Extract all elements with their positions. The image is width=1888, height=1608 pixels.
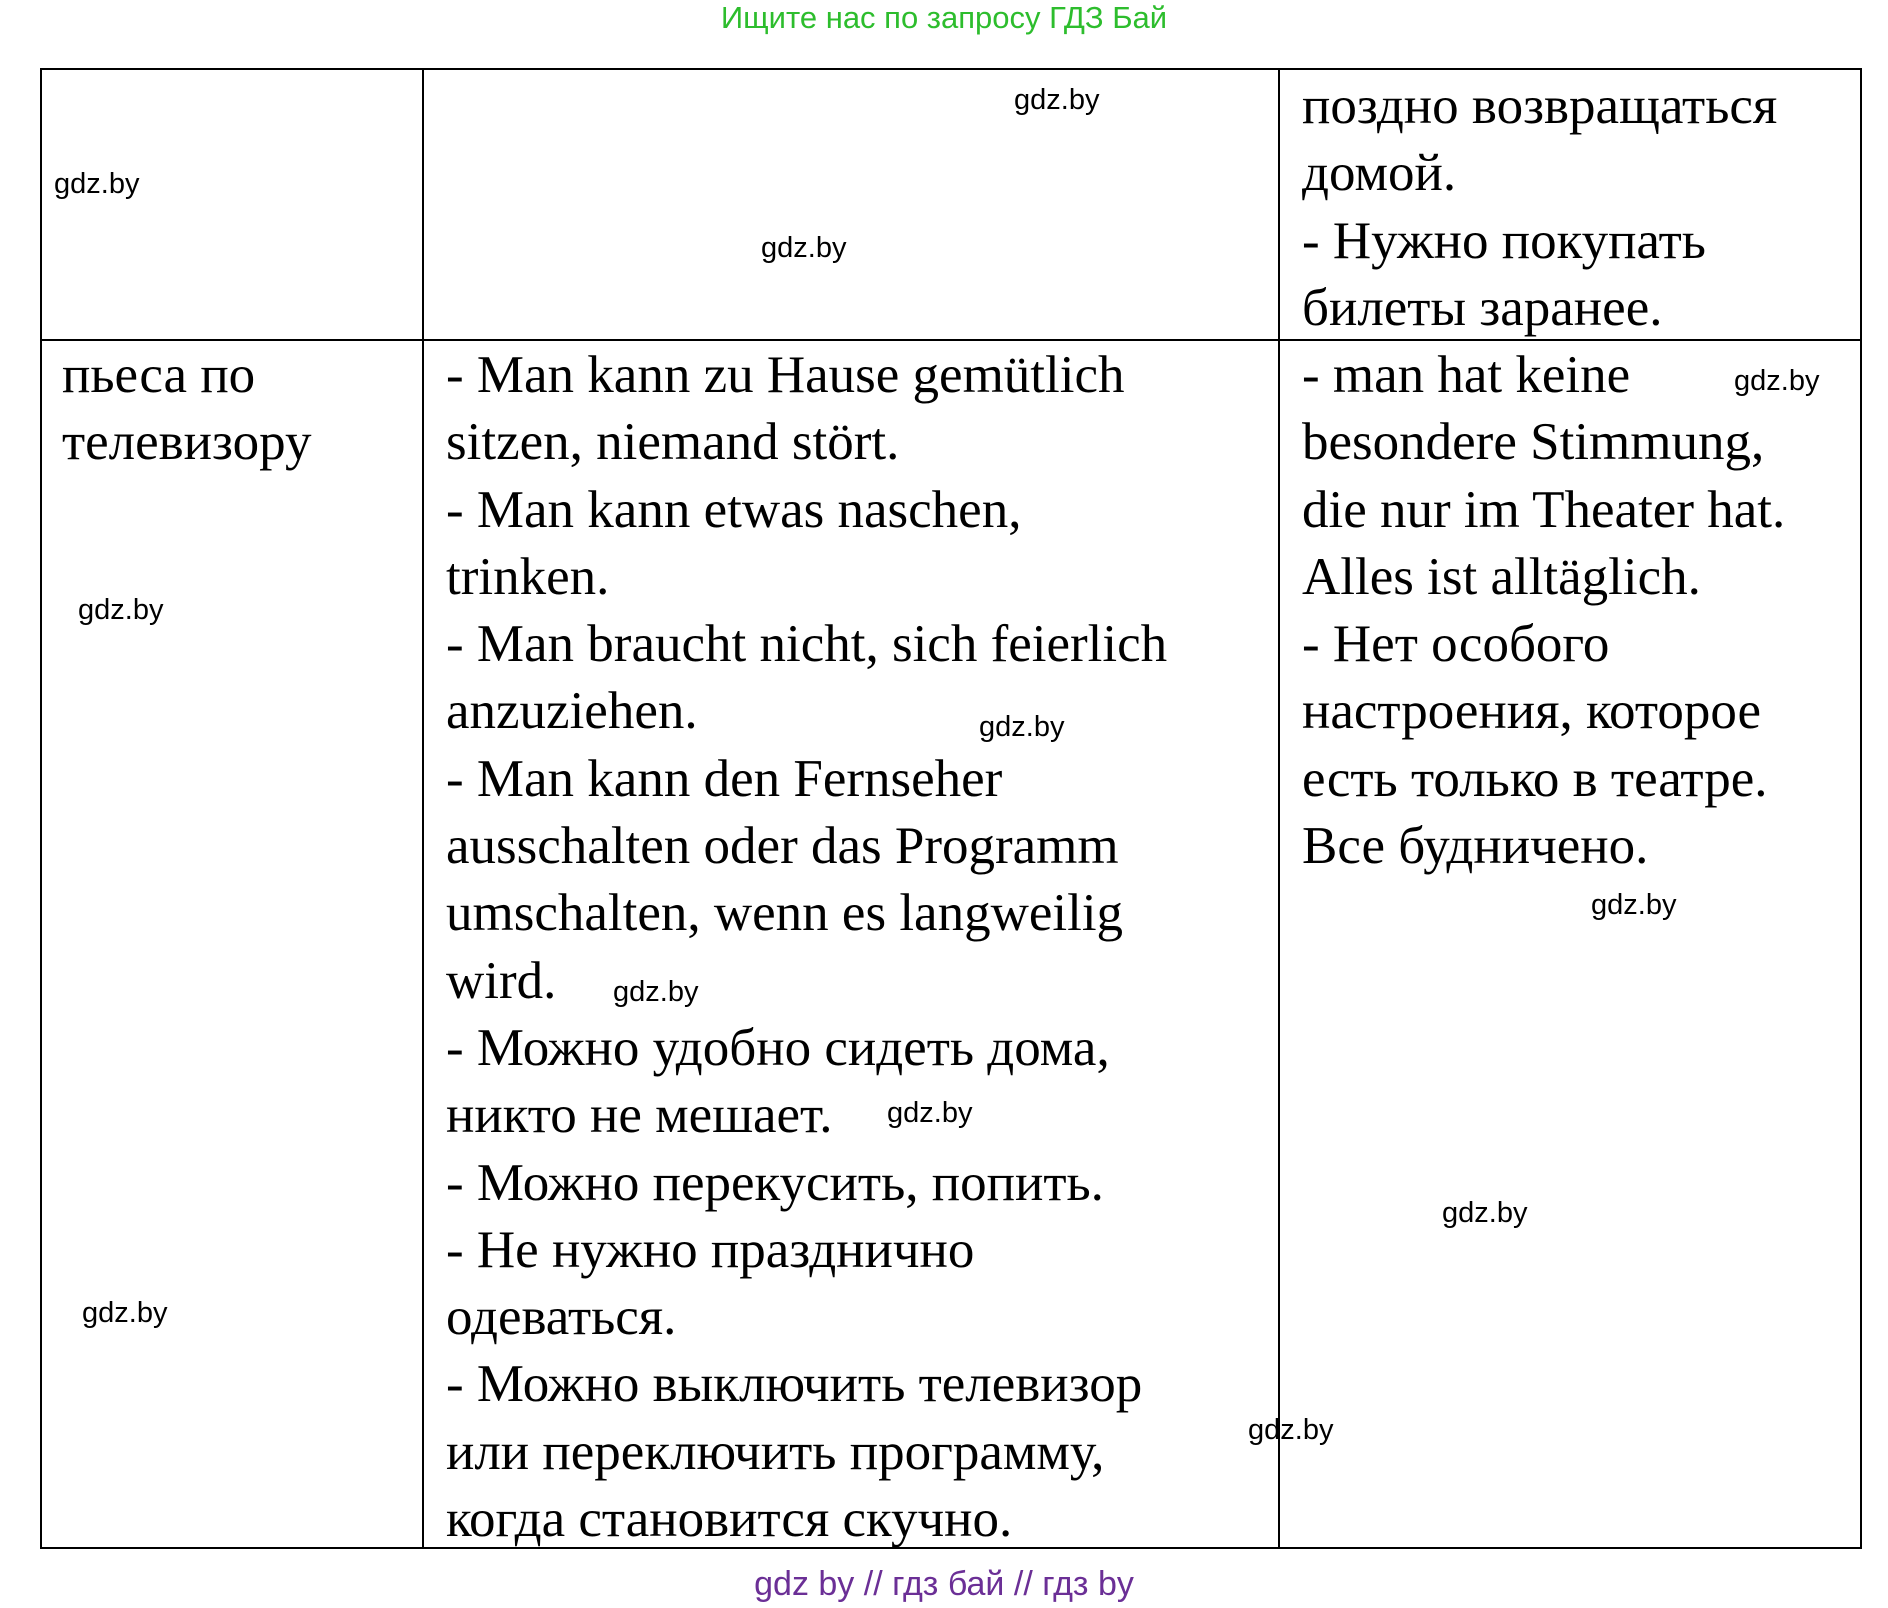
text-line: - Можно выключить телевизор [446, 1355, 1143, 1414]
text-line: - Нужно покупать [1302, 211, 1706, 270]
text-line: поздно возвращаться [1302, 77, 1778, 135]
text-line: - Man kann zu Hause gemütlich [446, 346, 1125, 404]
text-line: sitzen, niemand stört. [446, 413, 900, 472]
text-line: - Не нужно празднично [446, 1220, 975, 1279]
text-line: - Man braucht nicht, sich feierlich [446, 615, 1168, 674]
row2-col1-text [62, 342, 311, 477]
watermark: gdz.by [1442, 1197, 1528, 1229]
row1-col3-text [1302, 73, 1777, 342]
table-border-right [1860, 68, 1862, 1549]
text-line: - Man kann den Fernseher [446, 749, 1003, 808]
text-line: - Можно перекусить, попить. [446, 1153, 1104, 1212]
text-line: trinken. [446, 547, 610, 606]
text-line: телевизору [62, 413, 312, 472]
text-line: - Нет особого [1302, 615, 1610, 674]
text-line: wird. [446, 951, 557, 1010]
watermark: gdz.by [54, 168, 140, 200]
watermark: gdz.by [613, 976, 699, 1008]
text-line: одеваться. [446, 1288, 677, 1347]
text-line: umschalten, wenn es langweilig [446, 884, 1124, 943]
text-line: или переключить программу, [446, 1422, 1105, 1481]
text-line: настроения, которое [1302, 682, 1761, 741]
text-line: - Можно удобно сидеть дома, [446, 1018, 1110, 1077]
watermark: gdz.by [887, 1097, 973, 1129]
text-line: besondere Stimmung, [1302, 413, 1765, 472]
text-line: домой. [1302, 144, 1457, 203]
row2-col3-text [1302, 342, 1785, 880]
table-border-top [40, 68, 1862, 70]
footer-banner[interactable]: gdz by // гдз бай // гдз by [754, 1565, 1134, 1603]
table-col-divider-1 [422, 68, 424, 1549]
text-line: ausschalten oder das Programm [446, 817, 1119, 876]
row2-col2-text [446, 342, 1167, 1553]
watermark: gdz.by [1734, 365, 1820, 397]
text-line: - Man kann etwas naschen, [446, 480, 1022, 539]
watermark: gdz.by [979, 711, 1065, 743]
text-line: anzuziehen. [446, 682, 698, 741]
table-border-left [40, 68, 42, 1549]
text-line: die nur im Theater hat. [1302, 480, 1786, 539]
watermark: gdz.by [78, 594, 164, 626]
text-line: когда становится скучно. [446, 1490, 1013, 1549]
text-line: пьеса по [62, 346, 256, 404]
watermark: gdz.by [1591, 889, 1677, 921]
site-banner[interactable]: Ищите нас по запросу ГДЗ Бай [720, 0, 1168, 35]
text-line: - man hat keine [1302, 346, 1631, 404]
table-col-divider-2 [1278, 68, 1280, 1549]
text-line: никто не мешает. [446, 1086, 833, 1145]
text-line: Alles ist alltäglich. [1302, 547, 1701, 606]
text-line: билеты заранее. [1302, 278, 1663, 337]
watermark: gdz.by [1248, 1414, 1334, 1446]
text-line: Все будничено. [1302, 817, 1649, 876]
watermark: gdz.by [82, 1297, 168, 1329]
watermark: gdz.by [1014, 84, 1100, 116]
watermark: gdz.by [761, 232, 847, 264]
text-line: есть только в театре. [1302, 749, 1768, 808]
